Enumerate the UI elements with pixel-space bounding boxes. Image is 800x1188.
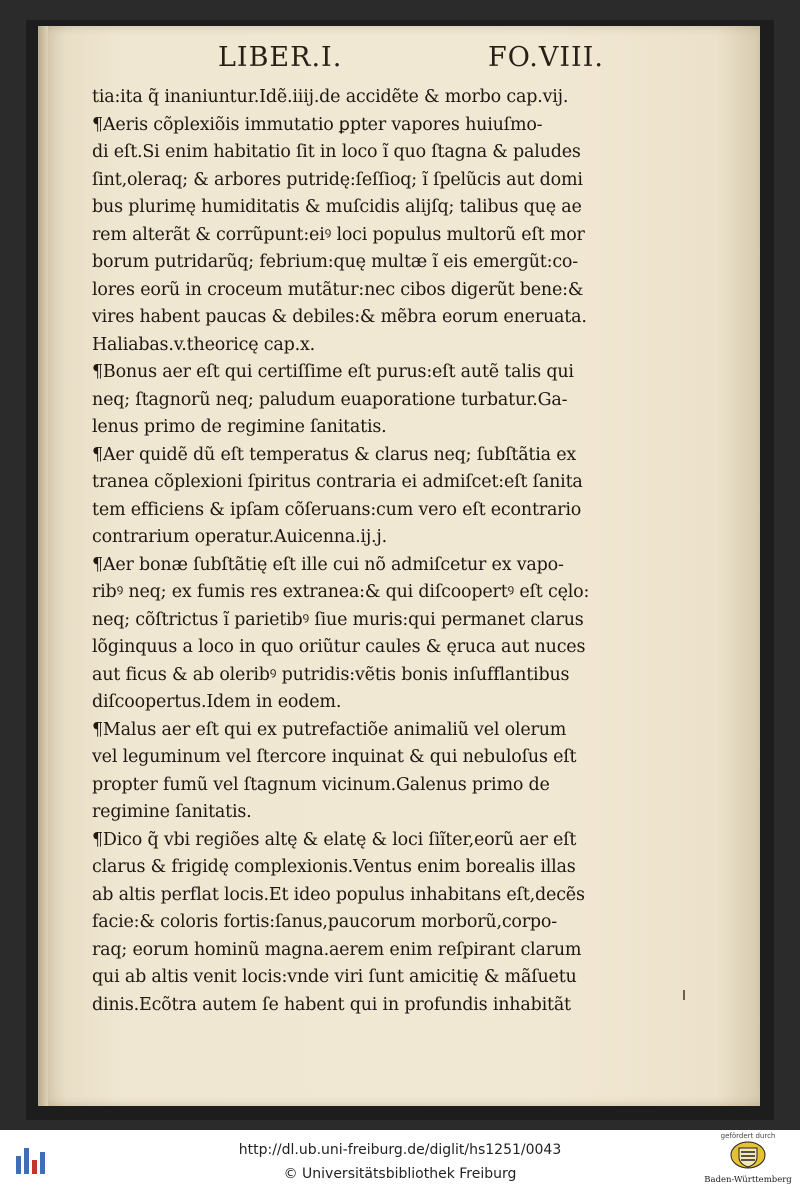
text-line: clarus & frigidę complexionis.Ventus enim borealis illas xyxy=(92,857,576,877)
sponsor-block xyxy=(702,1132,794,1186)
copyright-notice: © Universitätsbibliothek Freiburg xyxy=(283,1166,517,1182)
text-line: ribꝰ neq; ex fumis res extranea:& qui diſcoopertꝰ eſt cęlo: xyxy=(92,582,590,602)
text-line: tem efficiens & ipſam cõſeruans:cum vero eſt econtrario xyxy=(92,499,582,520)
text-line: contrarium operatur.Auicenna.ij.j. xyxy=(92,527,388,547)
text-line: diſcoopertus.Idem in eodem. xyxy=(92,692,342,712)
text-line: tranea cõplexioni ſpiritus contraria ei admiſcet:eſt ſanita xyxy=(92,472,583,492)
text-line: ¶Malus aer eſt qui ex putrefactiõe animaliũ vel olerum xyxy=(92,719,567,740)
text-line: vires habent paucas & debiles:& mẽbra eorum eneruata. xyxy=(92,307,587,327)
margin-mark xyxy=(683,990,685,1000)
text-line: bus plurimę humiditatis & muſcidis alijſq; talibus quę ae xyxy=(92,197,582,217)
text-body xyxy=(92,84,612,1019)
text-line: lenus primo de regimine ſanitatis. xyxy=(92,417,387,437)
text-line: ſint,oleraq; & arbores putridę:ſeſſioq; ĩ ſpelũcis aut domi xyxy=(92,169,583,190)
text-line: qui ab altis venit locis:vnde viri ſunt amicitię & mãſuetu xyxy=(92,967,577,987)
text-line: ab altis perflat locis.Et ideo populus inhabitans eſt,decẽs xyxy=(92,884,585,905)
text-line: lores eorũ in croceum mutãtur:nec cibos digerũt bene:& xyxy=(92,279,584,300)
text-line: neq; ſtagnorũ neq; paludum euaporatione turbatur.Ga- xyxy=(92,389,568,410)
text-line: dinis.Ecõtra autem ſe habent qui in profundis inhabitãt xyxy=(92,994,571,1015)
text-line: rem alterãt & corrũpunt:eiꝰ loci populus multorũ eſt mor xyxy=(92,224,585,245)
running-header xyxy=(0,42,800,82)
text-line: Haliabas.v.theoricę cap.x. xyxy=(92,334,315,355)
text-line: di eſt.Si enim habitatio ſit in loco ĩ quo ſtagna & paludes xyxy=(92,142,581,162)
viewer-footer xyxy=(0,1130,800,1188)
text-line: aut ficus & ab oleribꝰ putridis:vẽtis bonis inſufflantibus xyxy=(92,664,570,685)
header-folio-number: FO.VIII. xyxy=(488,42,604,73)
text-line: tia:ita q̃ inaniuntur.Idẽ.iiij.de accidẽte & morbo cap.vij. xyxy=(92,87,569,107)
text-line: ¶Dico q̃ vbi regiões altę & elatę & loci ſiĩter,eorũ aer eſt xyxy=(92,829,577,850)
text-line: lõginquus a loco in quo oriũtur caules & ęruca aut nuces xyxy=(92,637,586,657)
text-line: regimine ſanitatis. xyxy=(92,802,252,822)
sponsor-name: Baden-Württemberg xyxy=(704,1175,792,1185)
text-line: borum putridarũq; febrium:quę multæ ĩ eis emergũt:co- xyxy=(92,252,578,272)
text-line: ¶Aer bonæ ſubſtãtię eſt ille cui nõ admiſcetur ex vapo- xyxy=(92,554,564,575)
page-gutter xyxy=(38,26,48,1106)
text-line: vel leguminum vel ſtercore inquinat & qui nebuloſus eſt xyxy=(92,747,577,767)
text-line: ¶Aeris cõplexiõis immutatio ꝑpter vapores huiuſmo- xyxy=(92,114,543,135)
baden-wuerttemberg-crest-icon xyxy=(728,1140,768,1170)
text-line: ¶Bonus aer eſt qui certiſſime eſt purus:eſt autẽ talis qui xyxy=(92,362,574,382)
sponsor-caption: gefördert durch xyxy=(720,1132,776,1140)
text-line: neq; cõſtrictus ĩ parietibꝰ ſiue muris:qui permanet clarus xyxy=(92,609,584,630)
text-line: propter fumũ vel ſtagnum vicinum.Galenus primo de xyxy=(92,774,550,795)
document-url-link[interactable]: http://dl.ub.uni-freiburg.de/diglit/hs1251/0043 xyxy=(238,1142,562,1158)
text-line: raq; eorum hominũ magna.aerem enim reſpirant clarum xyxy=(92,939,582,960)
text-line: facie:& coloris fortis:ſanus,paucorum morborũ,corpo- xyxy=(92,912,557,932)
header-book-title: LIBER.I. xyxy=(218,42,343,73)
text-line: ¶Aer quidẽ dũ eſt temperatus & clarus neq; ſubſtãtia ex xyxy=(92,444,577,465)
